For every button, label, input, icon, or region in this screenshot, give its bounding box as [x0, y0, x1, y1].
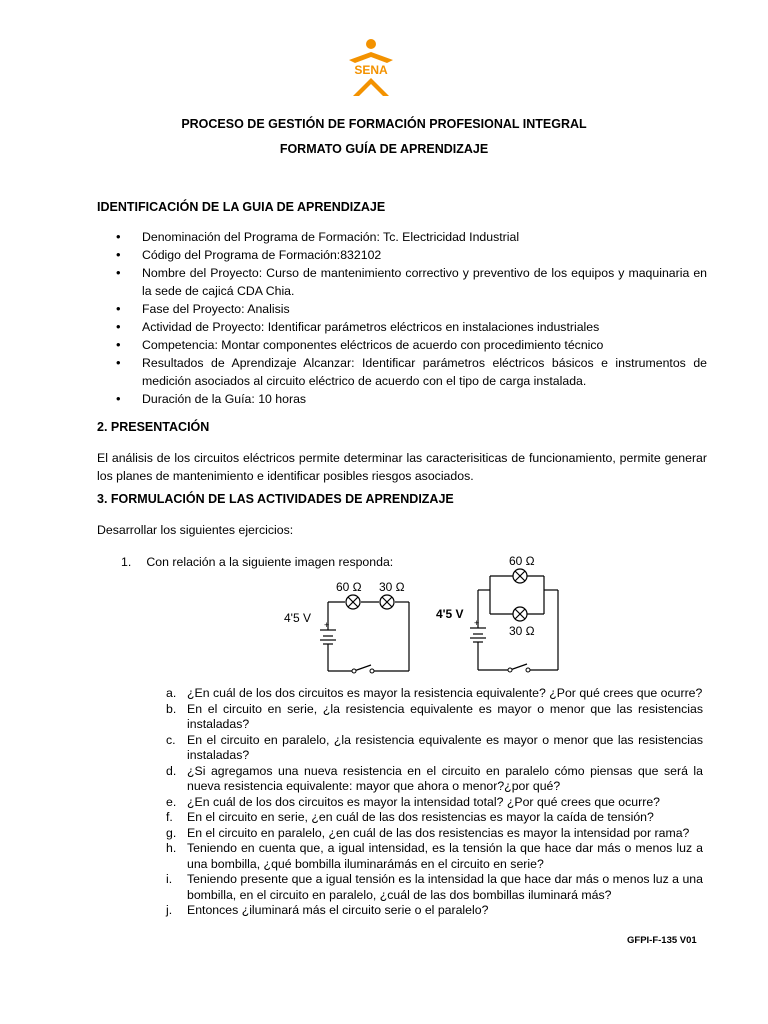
parallel-plus-label: + — [474, 618, 480, 628]
series-plus-label: + — [324, 620, 330, 630]
presentation-heading: 2. PRESENTACIÓN — [97, 420, 210, 434]
list-item: • Actividad de Proyecto: Identificar parámetros eléctricos en instalaciones industriales — [97, 318, 707, 336]
sena-logo-text: SENA — [354, 63, 388, 77]
list-item: i. Teniendo presente que a igual tensión es la intensidad la que hace dar más o menos luz a una bombilla, en el circuito en paralelo, ¿cuál de las dos bombillas iluminará más? — [166, 872, 703, 902]
presentation-text: El análisis de los circuitos eléctricos permite determinar las caracterisiticas de funcionamiento, permite generar los planes de mantenimiento e identificar posibles riesgos asociados. — [97, 451, 707, 483]
list-item: • Competencia: Montar componentes eléctricos de acuerdo con procedimiento técnico — [97, 336, 707, 354]
parallel-circuit-diagram — [432, 550, 572, 676]
list-item: • Denominación del Programa de Formación: Tc. Electricidad Industrial — [97, 228, 707, 246]
list-item: • Fase del Proyecto: Analisis — [97, 300, 707, 318]
list-item: e. ¿En cuál de los dos circuitos es mayor la intensidad total? ¿Por qué crees que ocurre? — [166, 794, 660, 809]
list-item: • Duración de la Guía: 10 horas — [97, 390, 707, 408]
list-item: j. Entonces ¿iluminará más el circuito serie o el paralelo? — [166, 903, 489, 917]
question-1 — [121, 553, 393, 571]
question-text: Con relación a la siguiente imagen responda: — [146, 555, 394, 569]
parallel-r1-label: 60 Ω — [509, 554, 535, 568]
identification-list — [97, 228, 707, 408]
list-item: h. Teniendo en cuenta que, a igual intensidad, es la tensión la que hace dar más o menos luz a una bombilla, ¿qué bombilla iluminarámás en el circuito en serie? — [166, 841, 703, 871]
list-item: b. En el circuito en serie, ¿la resistencia equivalente es mayor o menor que las resistencias instaladas? — [166, 701, 703, 731]
list-item: d. ¿Si agregamos una nueva resistencia en el circuito en paralelo cómo piensas que será la nueva resistencia equivalente: mayor que ahora o menor?¿por qué? — [166, 763, 703, 793]
sena-logo — [343, 38, 399, 98]
list-item: c. En el circuito en paralelo, ¿la resistencia equivalente es mayor o menor que las resistencias instaladas? — [166, 732, 703, 762]
question-sub-list — [166, 686, 703, 919]
list-item: a. ¿En cuál de los dos circuitos es mayor la resistencia equivalente? ¿Por qué crees que ocurre? — [166, 686, 703, 700]
format-title: FORMATO GUÍA DE APRENDIZAJE — [279, 142, 489, 156]
parallel-voltage-label: 4'5 V — [436, 607, 464, 621]
activities-intro: Desarrollar los siguientes ejercicios: — [97, 523, 294, 537]
process-title: PROCESO DE GESTIÓN DE FORMACIÓN PROFESIONAL INTEGRAL — [181, 117, 587, 131]
identification-heading: IDENTIFICACIÓN DE LA GUIA DE APRENDIZAJE — [97, 200, 386, 214]
list-item: g. En el circuito en paralelo, ¿en cuál de las dos resistencias es mayor la intensidad por rama? — [166, 825, 690, 840]
document-code: GFPI-F-135 V01 — [627, 935, 697, 946]
parallel-r2-label: 30 Ω — [509, 624, 535, 638]
series-r1-label: 60 Ω — [336, 580, 362, 594]
list-item: f. En el circuito en serie, ¿en cuál de las dos resistencias es mayor la caída de tensión? — [166, 810, 654, 824]
activities-heading: 3. FORMULACIÓN DE LAS ACTIVIDADES DE APRENDIZAJE — [97, 492, 454, 506]
list-item: • Código del Programa de Formación:832102 — [97, 246, 707, 264]
list-item: • Resultados de Aprendizaje Alcanzar: Identificar parámetros eléctricos básicos e instrumentos de medición asociados al circuito eléctrico de acuerdo con el tipo de carga instalada. — [97, 354, 707, 390]
series-circuit-diagram — [282, 572, 432, 678]
list-item: • Nombre del Proyecto: Curso de mantenimiento correctivo y preventivo de los equipos y maquinaria en la sede de cajicá CDA Chia. — [97, 264, 707, 300]
series-r2-label: 30 Ω — [379, 580, 405, 594]
question-number: 1. — [121, 555, 132, 569]
series-voltage-label: 4'5 V — [284, 611, 311, 625]
